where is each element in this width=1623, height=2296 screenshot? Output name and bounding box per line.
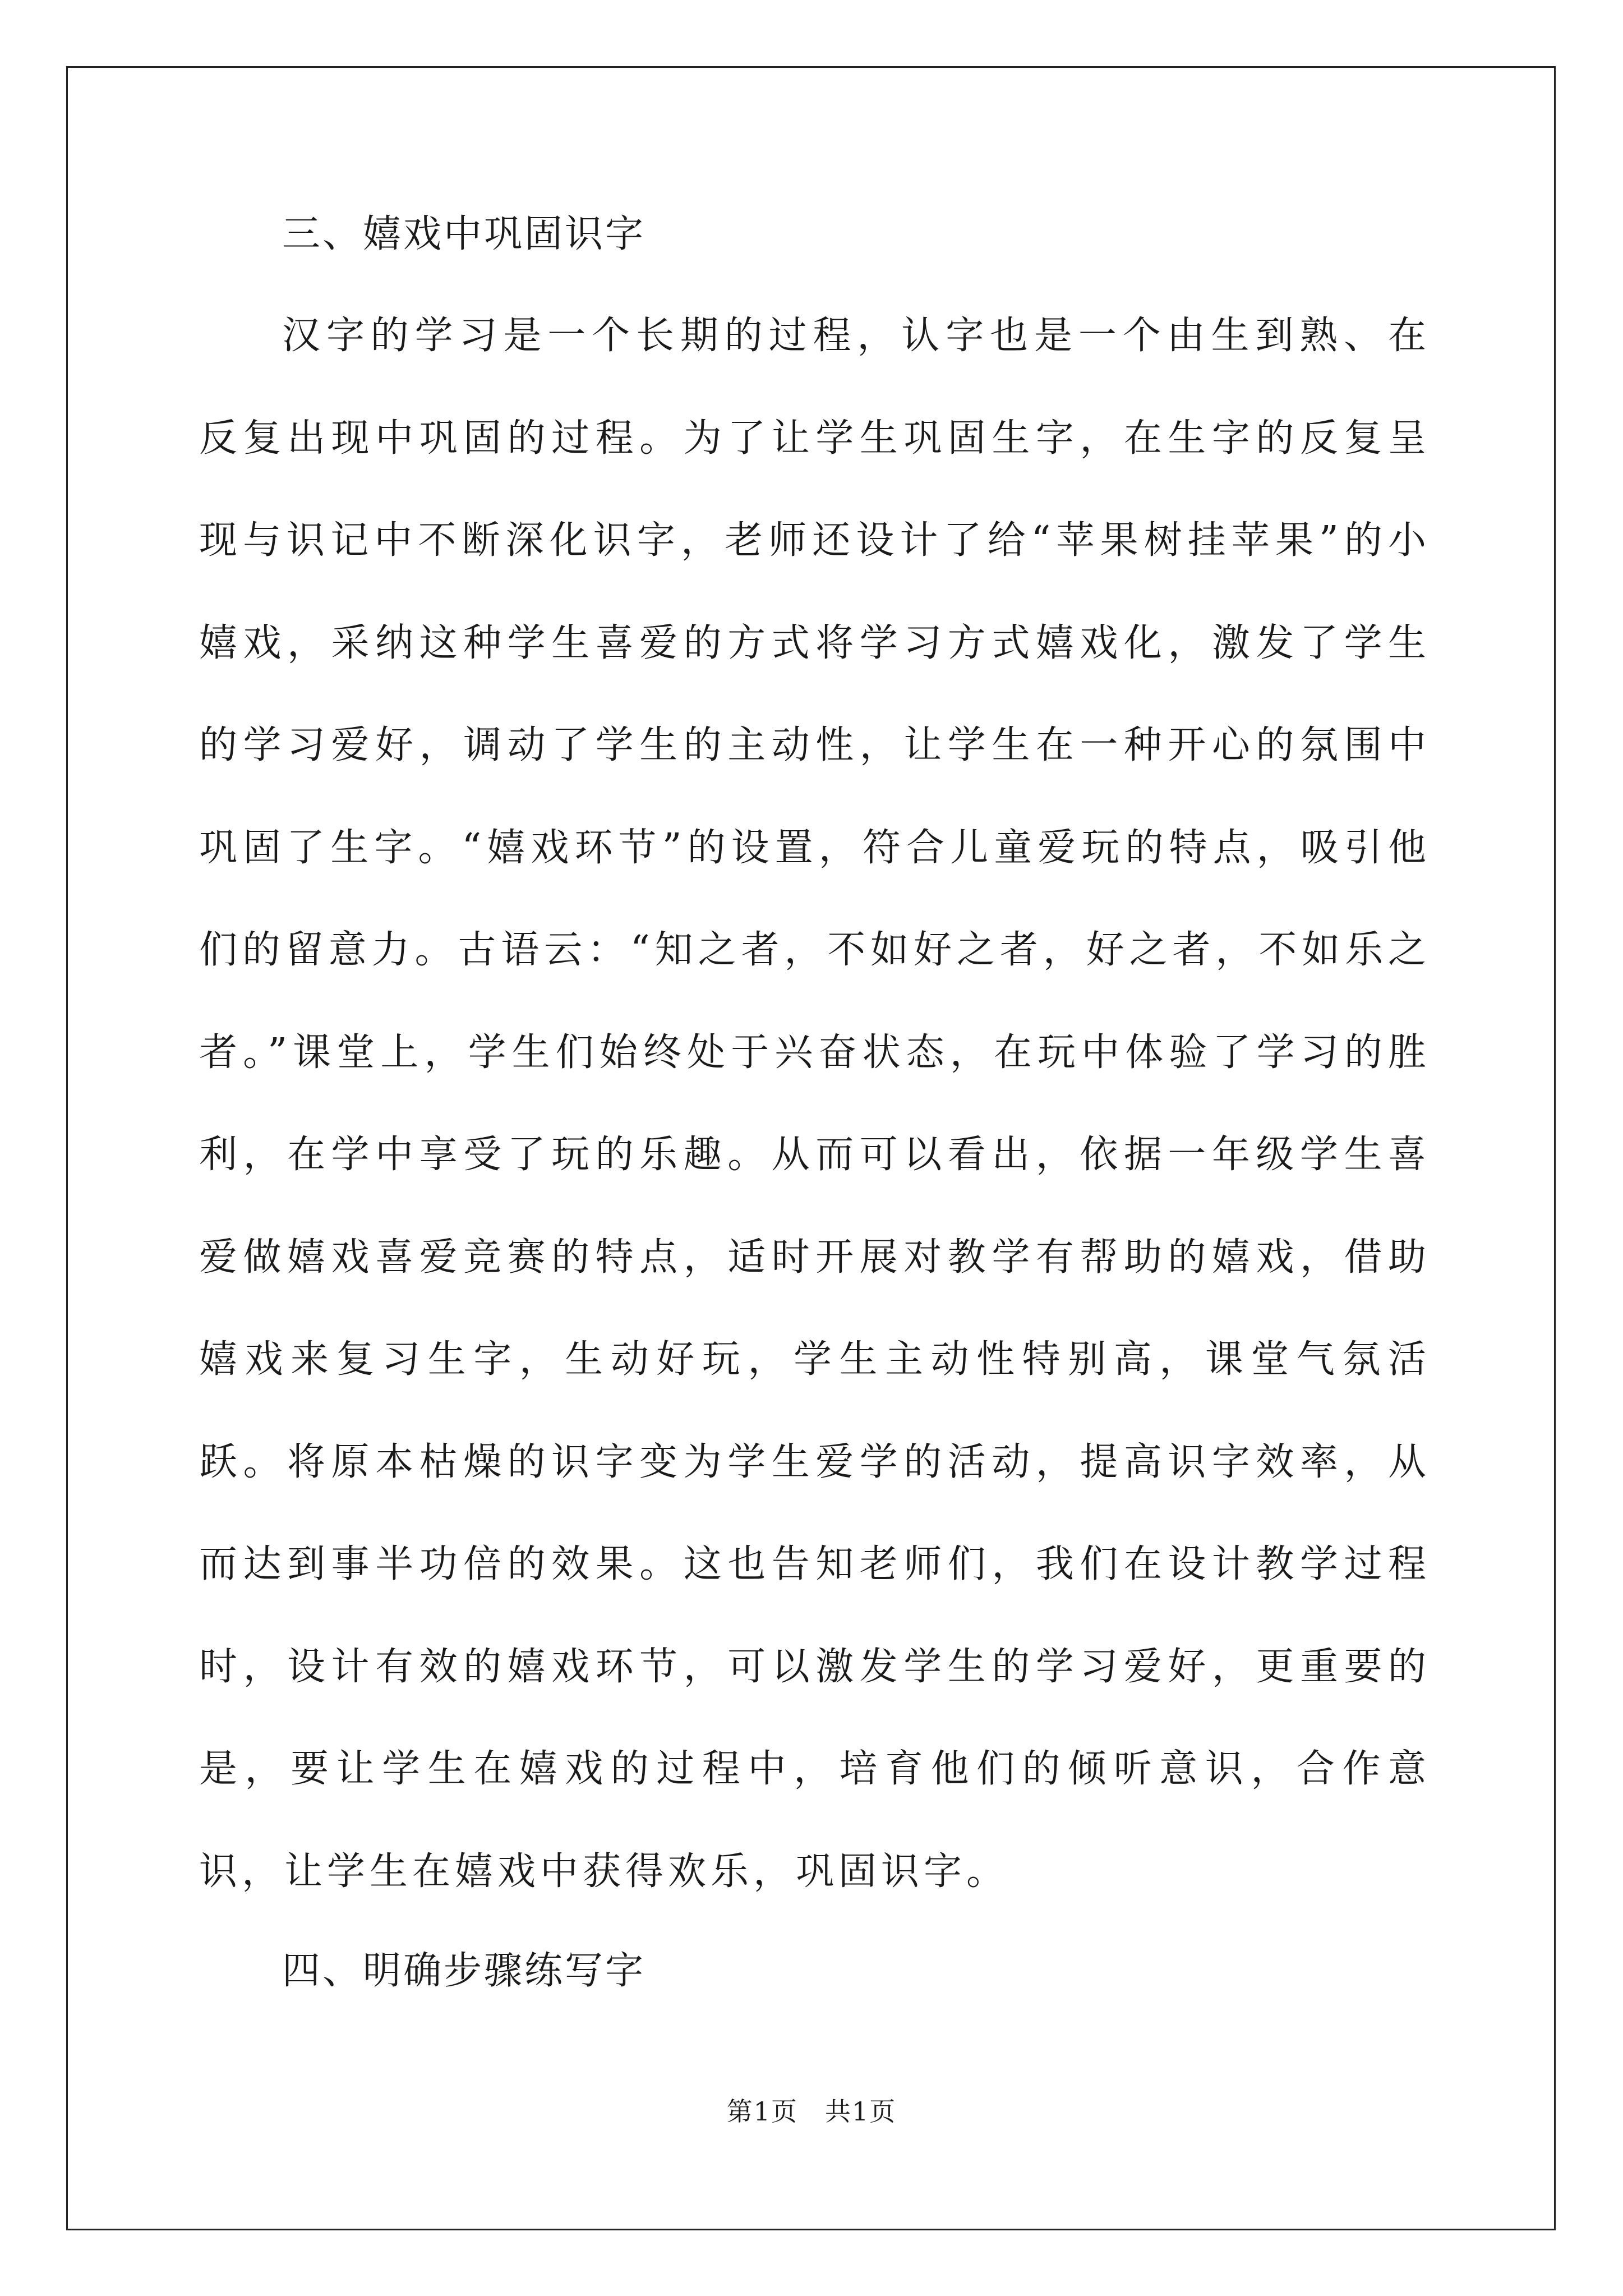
body-paragraph: 汉字的学习是一个长期的过程，认字也是一个由生到熟、在反复出现中巩固的过程。为了让学生巩固生字，在生字的反复呈现与识记中不断深化识字，老师还设计了给“苹果树挂苹果”的小嬉戏，采纳这种学生喜爱的方式将学习方式嬉戏化，激发了学生的学习爱好，调动了学生的主动性，让学生在一种开心的氛围中巩固了生字。“嬉戏环节”的设置，符合儿童爱玩的特点，吸引他们的留意力。古语云：“知之者，不如好之者，好之者，不如乐之者。”课堂上，学生们始终处于兴奋状态，在玩中体验了学习的胜利，在学中享受了玩的乐趣。从而可以看出，依据一年级学生喜爱做嬉戏喜爱竞赛的特点，适时开展对教学有帮助的嬉戏，借助嬉戏来复习生字，生动好玩，学生主动性特别高，课堂气氛活跃。将原本枯燥的识字变为学生爱学的活动，提高识字效率，从而达到事半功倍的效果。这也告知老师们，我们在设计教学过程时，设计有效的嬉戏环节，可以激发学生的学习爱好，更重要的是，要让学生在嬉戏的过程中，培育他们的倾听意识，合作意识，让学生在嬉戏中获得欢乐，巩固识字。	[199, 314, 1431, 1894]
page-number: 第1页 共1页	[726, 2096, 897, 2127]
section-heading-3: 三、嬉戏中巩固识字	[282, 212, 646, 256]
document-body	[199, 208, 1431, 1998]
section-heading-4: 四、明确步骤练写字	[282, 1949, 646, 1993]
